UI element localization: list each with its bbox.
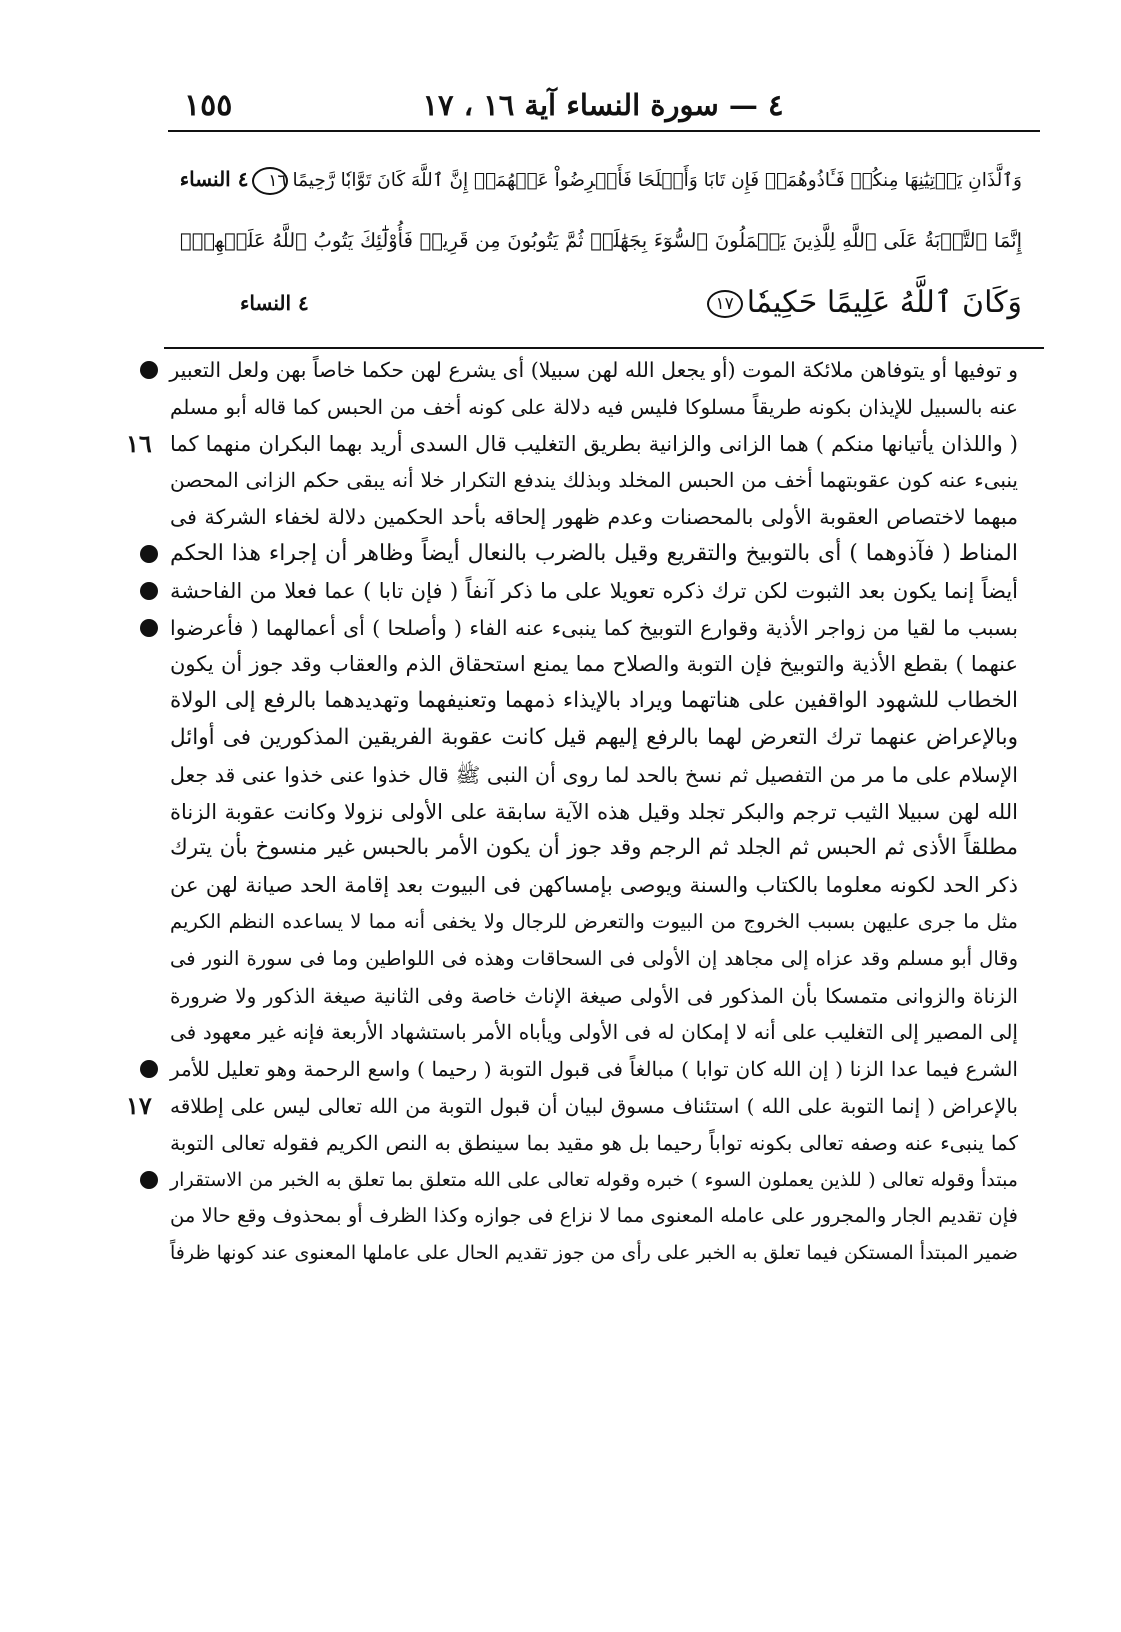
commentary-line xyxy=(170,462,1018,499)
commentary-line xyxy=(170,904,1018,941)
commentary-text: الزناة والزوانى متمسكا بأن المذكور فى الأولى صيغة الإناث خاصة وفى الثانية صيغة الذكور ولا ضرورة xyxy=(170,983,1018,1008)
commentary-text: و توفيها أو يتوفاهن ملائكة الموت (أو يجعل الله لهن سبيلا) أى يشرع لهن حكما خاصاً بهن ولعل التعبير xyxy=(169,358,1018,382)
quran-line xyxy=(180,210,1022,272)
running-title: ٤ — سورة النساء آية ١٦ ، ١٧ xyxy=(422,88,784,122)
quran-verse-words: وَكَانَ ٱللَّهُ عَلِيمًا حَكِيمٗا xyxy=(746,285,1022,320)
commentary-line xyxy=(170,1051,1018,1088)
commentary-text: ( واللذان يأتيانها منكم ) هما الزانى والزانية بطريق التغليب قال السدى أريد بهما البكران منهما كما xyxy=(170,431,1018,456)
commentary-line xyxy=(170,352,1018,389)
quran-line xyxy=(180,272,1022,334)
commentary-line xyxy=(170,978,1018,1015)
bullet-marker xyxy=(140,361,158,379)
commentary-text: وبالإعراض عنهما ترك التعرض لهما بالرفع إليهم قيل كانت عقوبة الفريقين المذكورين فى أوائل xyxy=(170,724,1018,750)
commentary-text: الشرع فيما عدا الزنا ( إن الله كان توابا ) مبالغاً فى قبول التوبة ( رحيما ) واسع الرحمة وهو تعليل للأمر xyxy=(170,1057,1018,1082)
quran-verse-words: وَٱلَّذَانِ يَأۡتِيَٰنِهَا مِنكُمۡ فَـَٔاذُوهُمَاۖ فَإِن تَابَا وَأَصۡلَحَا فَأَعۡرِضُواْ عَنۡهُمَآۗ إِنَّ ٱللَّهَ كَانَ تَوَّابٗا رَّحِيمًا xyxy=(292,170,1022,191)
commentary-text: كما ينبىء عنه وصفه تعالى بكونه تواباً رحيما بل هو مقيد بما سينطق به النص الكريم فقوله تعالى التوبة xyxy=(170,1130,1018,1155)
commentary-text: بالإعراض ( إنما التوبة على الله ) استئناف مسوق لبيان أن قبول التوبة من الله تعالى ليس على إطلاقه xyxy=(170,1093,1018,1118)
commentary-text: مطلقاً الأذى ثم الحبس ثم الجلد ثم الرجم وقد جوز أن يكون الأمر بالحبس غير منسوخ بأن يترك xyxy=(170,835,1018,861)
commentary-line xyxy=(170,573,1018,610)
bullet-marker xyxy=(140,619,158,637)
commentary-text: عنه بالسبيل للإيذان بكونه طريقاً مسلوكا فليس فيه دلالة على كونه أخف من الحبس كما قاله أبو مسلم xyxy=(170,394,1018,419)
header-rule xyxy=(168,130,1040,132)
commentary-text: مبهما لاختصاص العقوبة الأولى بالمحصنات وعدم ظهور إلحاقه بأحد الحكمين دلالة لخفاء الشركة فى xyxy=(170,505,1018,530)
commentary-line xyxy=(170,646,1018,683)
bullet-marker xyxy=(140,1171,158,1189)
bullet-marker xyxy=(140,582,158,600)
commentary-line xyxy=(170,867,1018,904)
commentary-line xyxy=(126,1088,1018,1125)
quran-line xyxy=(180,148,1022,210)
commentary-line xyxy=(170,1014,1018,1051)
commentary-line xyxy=(126,426,1018,463)
commentary-line xyxy=(170,830,1018,867)
commentary-text: ينبىء عنه كون عقوبتهما أخف من الحبس المخلد وبذلك يندفع التكرار خلا أنه يبقى حكم الزانى المحصن xyxy=(170,468,1018,493)
page-header xyxy=(168,88,1038,128)
commentary-text: الخطاب للشهود الواقفين على هناتهما ويراد بالإيذاء ذمهما وتعنيفهما وتهديدهما بالرفع إلى الولاة xyxy=(170,688,1018,714)
commentary-line xyxy=(170,720,1018,757)
quran-verse-text xyxy=(180,210,1022,272)
commentary-text: بسبب ما لقيا من زواجر الأذية وقوارع التوبيخ كما ينبىء عنه الفاء ( وأصلحا ) أى أعمالهما ( فأعرضوا xyxy=(170,615,1018,640)
bullet-marker xyxy=(140,1060,158,1078)
bullet-marker xyxy=(140,545,158,563)
commentary-line xyxy=(170,1235,1018,1272)
commentary-line xyxy=(170,1125,1018,1162)
quran-text-block xyxy=(180,148,1022,334)
commentary-line xyxy=(170,610,1018,647)
commentary-line xyxy=(170,389,1018,426)
commentary-text: مثل ما جرى عليهن بسبب الخروج من البيوت والتعرض للرجال ولا يخفى أنه مما لا يساعده النظم الكريم xyxy=(170,909,1018,933)
commentary-text: وقال أبو مسلم وقد عزاه إلى مجاهد إن الأولى فى السحاقات وهذه فى اللواطين وما فى سورة النور فى xyxy=(170,946,1018,970)
quran-verse-text xyxy=(180,148,1022,212)
commentary-line xyxy=(170,941,1018,978)
commentary-text: المناط ( فآذوهما ) أى بالتوبيخ والتقريع وقيل بالضرب بالنعال أيضاً وظاهر أن إجراء هذا الحكم xyxy=(170,540,1018,566)
commentary-text: أيضاً إنما يكون بعد الثبوت لكن ترك ذكره تعويلا على ما ذكر آنفاً ( فإن تابا ) عما فعلا من الفاحشة xyxy=(170,578,1018,603)
commentary-line xyxy=(170,536,1018,573)
commentary-line xyxy=(170,794,1018,831)
ayah-number-marker: ١٧ xyxy=(707,290,743,318)
commentary-text: ذكر الحد لكونه معلوما بالكتاب والسنة ويوصى بإمساكهن فى البيوت بعد إقامة الحد صيانة لهن عن xyxy=(170,873,1018,898)
commentary-text: الله لهن سبيلا الثيب ترجم والبكر تجلد وقيل هذه الآية سابقة على الأولى نزولا وكانت عقوبة الزناة xyxy=(170,799,1018,824)
commentary-text: عنهما ) بقطع الأذية والتوبيخ فإن التوبة والصلاح مما يمنع استحقاق الذم والعقاب وقد جوز أن يكون xyxy=(170,652,1018,677)
commentary-line xyxy=(170,1198,1018,1235)
quran-verse-words: إِنَّمَا ٱلتَّوۡبَةُ عَلَى ٱللَّهِ لِلَّذِينَ يَعۡمَلُونَ ٱلسُّوٓءَ بِجَهَٰلَةٖ ثُمَّ يَتُوبُونَ مِن قَرِيبٖ فَأُوْلَٰٓئِكَ يَتُوبُ ٱللَّهُ عَلَيۡهِمۡۗ xyxy=(180,229,1022,252)
surah-reference: ٤ النساء xyxy=(179,167,249,191)
commentary-line xyxy=(170,683,1018,720)
commentary-line xyxy=(170,499,1018,536)
commentary-text: مبتدأ وقوله تعالى ( للذين يعملون السوء ) خبره وقوله تعالى على الله متعلق بما تعلق به الخبر من الاستقرار xyxy=(170,1168,1018,1191)
page-number: ١٥٥ xyxy=(184,88,233,123)
commentary-text: ضمير المبتدأ المستكن فيما تعلق به الخبر على رأى من جوز تقديم الحال على عاملها المعنوى عند كونها ظرفاً xyxy=(170,1242,1018,1265)
surah-reference: ٤ النساء xyxy=(240,291,309,315)
ayah-number-marker: ١٦ xyxy=(252,167,288,195)
verse-number-marker: ١٦ xyxy=(126,428,152,458)
commentary-text: إلى المصير إلى التغليب على أنه لا إمكان له فى الأولى ويأباه الأمر باستشهاد الأربعة فإنه غير معهود فى xyxy=(170,1020,1018,1045)
commentary-line xyxy=(170,1162,1018,1199)
commentary-line xyxy=(170,757,1018,794)
commentary-text: الإسلام على ما مر من التفصيل ثم نسخ بالحد لما روى أن النبى ﷺ قال خذوا عنى خذوا عنى قد جعل xyxy=(170,762,1018,787)
commentary-block xyxy=(126,352,1018,1272)
quran-rule xyxy=(164,347,1044,349)
verse-number-marker: ١٧ xyxy=(126,1090,152,1120)
commentary-text: فإن تقديم الجار والمجرور على عامله المعنوى مما لا نزاع فى جوازه وكذا الظرف أو بمحذوف وقع حالا من xyxy=(170,1204,1018,1228)
